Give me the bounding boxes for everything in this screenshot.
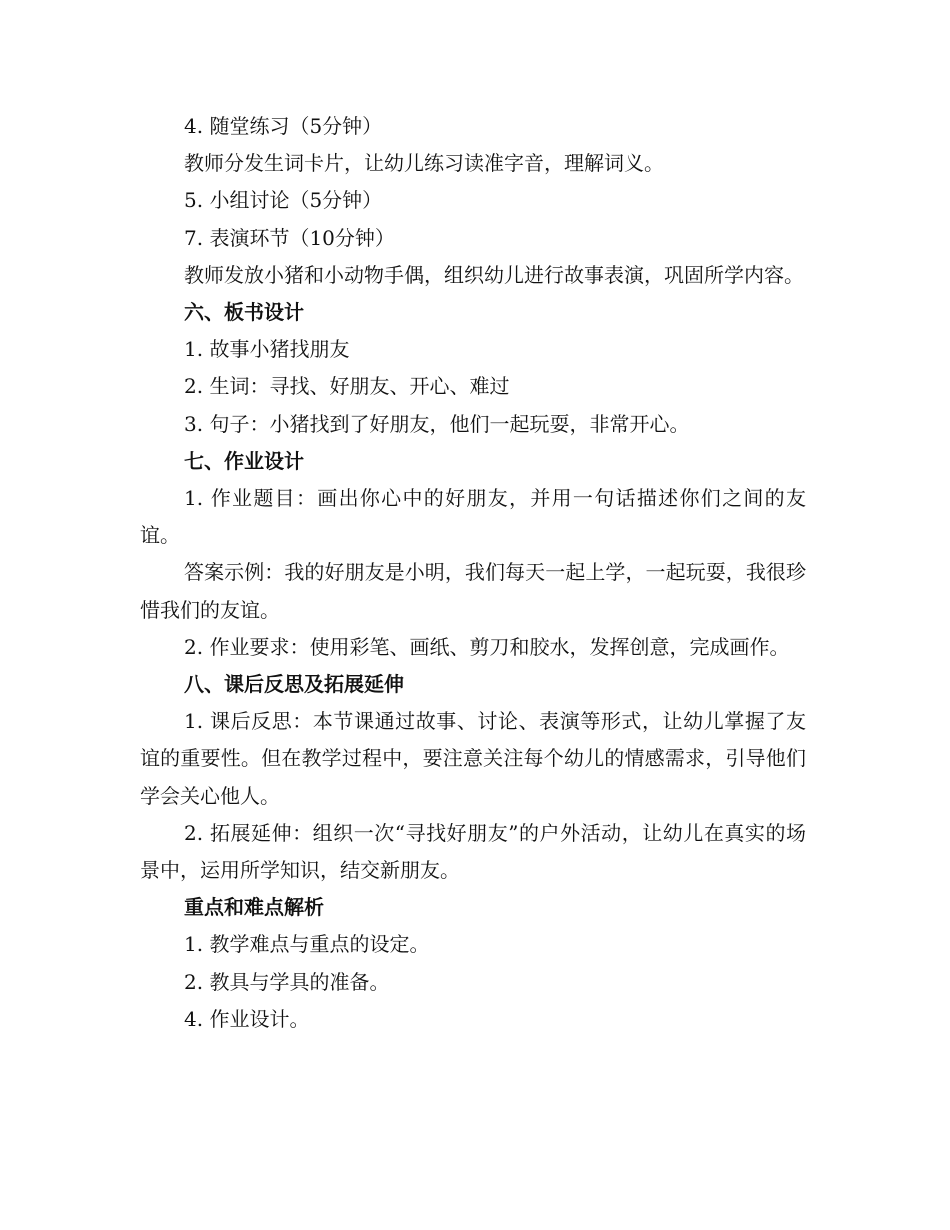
list-item: 3. 句子：小猪找到了好朋友，他们一起玩耍，非常开心。 (184, 411, 690, 436)
paragraph: 教师分发生词卡片，让幼儿练习读准字音，理解词义。 (184, 151, 664, 176)
list-item: 4. 作业设计。 (184, 1006, 310, 1031)
list-item: 4. 随堂练习（5分钟） (184, 114, 383, 138)
list-item: 1. 教学难点与重点的设定。 (184, 932, 430, 957)
section-heading: 七、作业设计 (184, 448, 304, 473)
list-item: 7. 表演环节（10分钟） (184, 225, 395, 250)
section-heading: 重点和难点解析 (184, 895, 324, 920)
paragraph: 教师发放小猪和小动物手偶，组织幼儿进行故事表演，巩固所学内容。 (184, 262, 804, 287)
list-item: 5. 小组讨论（5分钟） (184, 188, 383, 213)
list-item: 1. 作业题目：画出你心中的好朋友，并用一句话描述你们之间的友谊。 (140, 486, 806, 548)
document-page (140, 108, 806, 1038)
list-item: 2. 作业要求：使用彩笔、画纸、剪刀和胶水，发挥创意，完成画作。 (184, 634, 790, 659)
list-item: 2. 教具与学具的准备。 (184, 969, 390, 994)
list-item: 2. 生词：寻找、好朋友、开心、难过 (184, 374, 510, 399)
list-item: 1. 课后反思：本节课通过故事、讨论、表演等形式，让幼儿掌握了友谊的重要性。但在教学过程中，要注意关注每个幼儿的情感需求，引导他们学会关心他人。 (140, 709, 806, 808)
list-item: 1. 故事小猪找朋友 (184, 337, 350, 362)
paragraph: 答案示例：我的好朋友是小明，我们每天一起上学，一起玩耍，我很珍惜我们的友谊。 (140, 560, 806, 622)
section-heading: 六、板书设计 (184, 300, 304, 325)
list-item: 2. 拓展延伸：组织一次“寻找好朋友”的户外活动，让幼儿在真实的场景中，运用所学知识，结交新朋友。 (140, 820, 806, 883)
section-heading: 八、课后反思及拓展延伸 (184, 672, 404, 697)
